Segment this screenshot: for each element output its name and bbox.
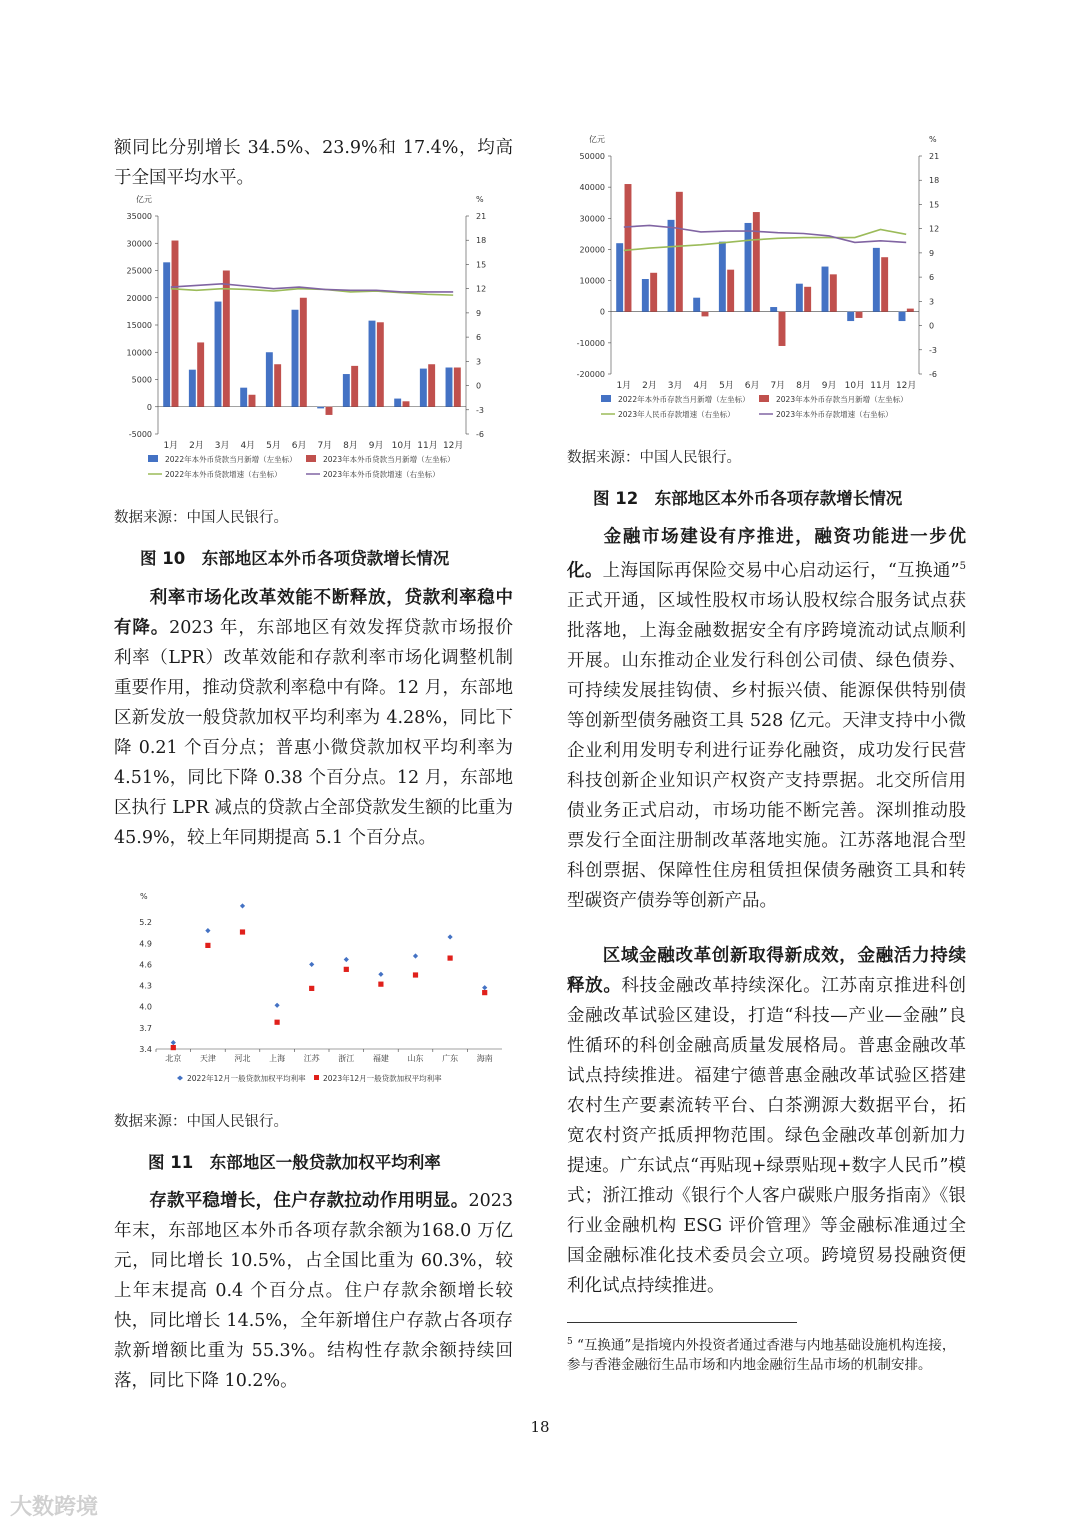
x-tick-label: 10月 [844,381,866,391]
x-tick-label: 8月 [796,381,811,391]
bar-series-1-3月 [223,271,230,407]
y-tick-label: 4.3 [139,981,152,991]
y2-tick-label: 6 [476,333,482,343]
y-tick-label: 15000 [126,321,152,330]
x-tick-label: 广东 [442,1054,459,1063]
x-tick-label: 江苏 [303,1054,320,1063]
left-column [114,133,513,193]
bar-series-1-10月 [856,312,863,318]
y-tick-label: 0 [599,307,605,317]
legend-label-1: 2023年12月一般贷款加权平均利率 [323,1074,442,1083]
y2-tick-label: 6 [929,273,935,283]
legend-label-2: 2023年人民币存款增速（右坐标） [618,410,735,419]
bar-series-0-3月 [215,302,222,407]
x-tick-label: 7月 [770,381,786,391]
y2-tick-label: 3 [929,297,935,307]
bar-series-1-10月 [403,401,410,406]
y2-tick-label: -6 [476,430,484,439]
x-tick-label: 2月 [189,441,204,451]
y-tick-label: 4.6 [139,960,152,970]
y2-tick-label: 12 [929,224,940,234]
bar-series-0-2月 [189,370,196,407]
y2-tick-label: 18 [929,176,940,186]
page-number: 18 [530,1418,550,1436]
p3-text: 2023 年末，东部地区本外币各项存款余额为168.0 万亿元，同比增长 10.5%，占全国比重为 60.3%，较上年末提高 0.4 个百分点。住户存款余额增长较快，同比增长 14.5%，全年新增住户存款占各项存款新增额比重为 55.3%。结构性存款余额持续回落，同比下降 10.2%。 [114,1191,513,1391]
legend-label-3: 2023年本外币存款增速（右坐标） [776,410,893,419]
point-2023-北京 [171,1045,176,1050]
watermark-logo: 大数跨境 [10,1495,99,1520]
point-2023-江苏 [309,986,314,991]
y-unit-right: % [929,135,937,144]
point-2023-山东 [413,972,418,977]
p3-bold: 存款平稳增长，住户存款拉动作用明显。 [149,1191,469,1211]
p2-text: 2023 年，东部地区有效发挥贷款市场报价利率（LPR）改革效能和存款利率市场化调整机制重要作用，推动贷款利率稳中有降。12 月，东部地区新发放一般贷款加权平均利率为 4.28%，同比下降 0.21 个百分点；普惠小微贷款加权平均利率为 4.51%，同比下降 0.38 个百分点。12 月，东部地区执行 LPR 减点的贷款占全部贷款发生额的比重为 45.9%，较上年同期提高 5.1 个百分点。 [114,618,513,848]
y2-tick-label: 0 [929,321,935,331]
bar-series-1-5月 [274,364,281,407]
legend-label-3: 2023年本外币贷款增速（右坐标） [323,470,440,479]
right-paragraph-1-wrap [567,522,966,916]
bar-series-0-10月 [847,312,854,321]
bar-series-1-7月 [326,407,333,415]
y2-tick-label: -3 [476,405,484,415]
y-tick-label: 20000 [579,245,605,255]
footnote [567,1333,966,1375]
chart-loans-growth [114,190,514,496]
x-tick-label: 2月 [642,381,657,391]
bar-series-1-2月 [197,342,204,406]
y-tick-label: 5000 [131,375,152,385]
x-tick-label: 河北 [234,1054,251,1063]
legend-swatch-0 [601,395,611,402]
x-tick-label: 9月 [821,381,837,391]
x-tick-label: 4月 [693,381,709,391]
x-tick-label: 山东 [407,1054,424,1063]
bar-series-0-12月 [446,368,453,407]
y-tick-label: 30000 [579,214,605,224]
point-2022-浙江 [344,957,349,962]
point-2022-北京 [171,1040,176,1045]
bar-series-0-5月 [719,242,726,312]
bar-series-0-11月 [873,248,880,312]
y-unit: % [140,892,148,901]
y-tick-label: 5.2 [139,918,152,928]
p2-bold: 利率市场化改革效能不断释放，贷款利率稳中有降。 [114,588,513,638]
paragraph-deposits [114,1186,513,1396]
rp2-bold: 区域金融改革创新取得新成效，金融活力持续释放。 [567,946,966,996]
footnote-ref: 5 [959,561,966,572]
bar-series-0-9月 [369,321,376,407]
point-2022-上海 [275,1003,280,1008]
y-tick-label: 3.7 [139,1023,152,1033]
x-tick-label: 4月 [240,441,256,451]
y2-tick-label: 12 [476,284,487,294]
y2-tick-label: -3 [929,345,937,355]
bar-series-0-8月 [343,374,350,407]
x-tick-label: 12月 [442,441,464,451]
point-2022-福建 [378,972,383,977]
paragraph-reform [567,941,966,1301]
point-2022-山东 [413,953,418,958]
bar-series-0-4月 [240,388,247,407]
x-tick-label: 1月 [163,441,179,451]
fig11-source: 数据来源：中国人民银行。 [114,1114,288,1130]
bar-series-0-6月 [292,310,299,407]
bar-series-1-6月 [753,212,760,312]
bar-series-1-8月 [351,366,358,407]
point-2023-天津 [205,943,210,948]
y-tick-label: 20000 [126,293,152,303]
x-tick-label: 12月 [895,381,917,391]
bar-series-1-3月 [676,192,683,312]
y2-tick-label: 3 [476,357,482,367]
bar-series-1-7月 [779,312,786,346]
bar-series-1-11月 [881,257,888,312]
left-paragraph-3-wrap [114,1186,513,1396]
chart-loan-rates [114,887,514,1092]
fig12-caption: 图 12 东部地区本外币各项存款增长情况 [593,489,903,508]
bar-series-1-4月 [702,312,709,317]
bar-series-1-12月 [454,368,461,407]
x-tick-label: 11月 [870,381,891,391]
legend-label-0: 2022年12月一般贷款加权平均利率 [187,1074,306,1083]
y2-tick-label: 0 [476,381,482,391]
point-2023-广东 [448,955,453,960]
bar-series-0-10月 [394,399,401,407]
fig12-source: 数据来源：中国人民银行。 [567,450,741,466]
point-2023-河北 [240,929,245,934]
bar-series-0-2月 [642,279,649,312]
bar-series-0-4月 [693,298,700,312]
bar-series-0-5月 [266,352,273,407]
legend-label-1: 2023年本外币存款当月新增（左坐标） [776,395,908,404]
legend-label-0: 2022年本外币贷款当月新增（左坐标） [165,455,297,464]
y-tick-label: 0 [146,402,152,412]
fig10-source: 数据来源：中国人民银行。 [114,510,288,526]
x-tick-label: 7月 [317,441,333,451]
rp1-text-b: 正式开通，区域性股权市场认股权综合服务试点获批落地，上海金融数据安全有序跨境流动试点顺利开展。山东推动企业发行科创公司债、绿色债券、可持续发展挂钩债、乡村振兴债、能源保供特别债等创新型债务融资工具 528 亿元。天津支持中小微企业利用发明专利进行证券化融资，成功发行民营科技创新企业知识产权资产支持票据。北交所信用债业务正式启动，市场功能不断完善。深圳推动股票发行全面注册制改革落地实施。江苏落地混合型科创票据、保障性住房租赁担保债务融资工具和转型碳资产债券等创新产品。 [567,590,966,911]
y-tick-label: 10000 [126,348,152,358]
paragraph-intro: 额同比分别增长 34.5%、23.9%和 17.4%，均高于全国平均水平。 [114,138,513,188]
bar-series-1-9月 [830,274,837,311]
x-tick-label: 上海 [269,1054,286,1063]
rp2-text: 科技金融改革持续深化。江苏南京推进科创金融改革试验区建设，打造“科技—产业—金融”良性循环的科创金融高质量发展格局。普惠金融改革试点持续推进。福建宁德普惠金融改革试验区搭建农村生产要素流转平台、白茶溯源大数据平台，拓宽农村资产抵质押物范围。绿色金融改革创新加力提速。广东试点“再贴现+绿票贴现+数字人民币”模式；浙江推动《银行个人客户碳账户服务指南》《银行业金融机构 ESG 评价管理》等金融标准通过全国金融标准化技术委员会立项。跨境贸易投融资便利化试点持续推进。 [567,976,966,1296]
x-tick-label: 6月 [291,441,307,451]
x-tick-label: 3月 [667,381,683,391]
paragraph-interest-rate [114,583,513,853]
legend-swatch-1 [314,1075,319,1080]
bar-series-0-3月 [668,220,675,312]
y-unit-right: % [476,195,484,204]
y2-tick-label: 15 [476,260,487,270]
bar-series-0-7月 [317,407,324,409]
point-2023-浙江 [344,967,349,972]
chart-deposits-growth [567,128,967,434]
bar-series-0-12月 [899,312,906,321]
fig10-caption: 图 10 东部地区本外币各项贷款增长情况 [140,549,450,568]
legend-swatch-0 [148,455,158,462]
bar-series-0-1月 [616,243,623,312]
rp1-bold: 金融市场建设有序推进，融资功能进一步优化。 [567,527,966,581]
x-tick-label: 8月 [343,441,358,451]
point-2023-福建 [378,982,383,987]
legend-swatch-1 [306,455,316,462]
point-2023-海南 [482,990,487,995]
line-series-3 [171,284,453,292]
y-tick-label: 3.4 [139,1045,152,1054]
legend-label-1: 2023年本外币贷款当月新增（左坐标） [323,455,455,464]
right-paragraph-2-wrap [567,941,966,1301]
rp1-text-a: 上海国际再保险交易中心启动运行，“互换通” [602,560,960,581]
bar-series-0-9月 [822,267,829,312]
x-tick-label: 10月 [391,441,413,451]
x-tick-label: 北京 [165,1054,182,1063]
bar-series-1-9月 [377,322,384,406]
x-tick-label: 9月 [368,441,384,451]
legend-label-2: 2022年本外币贷款增速（右坐标） [165,470,282,479]
x-tick-label: 11月 [417,441,438,451]
bar-series-1-5月 [727,270,734,312]
bar-series-0-7月 [770,307,777,312]
x-tick-label: 1月 [616,381,632,391]
y-tick-label: 35000 [126,212,152,221]
footnote-number: 5 [567,1337,573,1347]
bar-series-1-1月 [172,241,179,407]
y-tick-label: 25000 [126,266,152,276]
y-unit-left: 亿元 [589,135,605,144]
x-tick-label: 6月 [744,381,760,391]
footnote-divider [567,1322,797,1323]
point-2022-海南 [482,985,487,990]
y2-tick-label: 15 [929,200,940,210]
point-2022-河北 [240,903,245,908]
y2-tick-label: 18 [476,236,487,246]
bar-series-1-8月 [804,287,811,312]
point-2022-天津 [205,928,210,933]
bar-series-1-2月 [650,273,657,312]
fig11-caption: 图 11 东部地区一般贷款加权平均利率 [148,1153,441,1172]
point-2022-江苏 [309,962,314,967]
y2-tick-label: 9 [476,308,482,318]
bar-series-0-8月 [796,284,803,312]
point-2022-广东 [448,934,453,939]
bar-series-1-4月 [249,395,256,407]
point-2023-上海 [275,1020,280,1025]
x-tick-label: 天津 [199,1054,216,1063]
y-tick-label: 10000 [579,276,605,286]
bar-series-0-11月 [420,369,427,407]
y2-tick-label: -6 [929,370,937,379]
y-tick-label: -20000 [576,370,605,379]
y2-tick-label: 21 [476,212,487,221]
bar-series-0-6月 [745,223,752,312]
paragraph-financial-market [567,522,966,916]
y-unit-left: 亿元 [136,195,152,204]
x-tick-label: 浙江 [338,1054,355,1063]
x-tick-label: 海南 [476,1054,493,1063]
y-tick-label: -10000 [576,338,605,348]
y2-tick-label: 21 [929,152,940,161]
x-tick-label: 福建 [372,1054,389,1063]
y-tick-label: -5000 [128,430,152,439]
legend-swatch-0 [177,1076,183,1081]
legend-label-0: 2022年本外币存款当月新增（左坐标） [618,395,750,404]
y-tick-label: 50000 [579,152,605,161]
x-tick-label: 5月 [266,441,281,451]
bar-series-1-6月 [300,298,307,407]
y-tick-label: 4.9 [139,939,152,949]
bar-series-0-1月 [163,262,170,406]
x-tick-label: 5月 [719,381,734,391]
y-tick-label: 30000 [126,239,152,249]
bar-series-1-1月 [625,184,632,312]
legend-swatch-1 [759,395,769,402]
left-paragraph-2-wrap [114,583,513,853]
x-tick-label: 3月 [214,441,230,451]
y2-tick-label: 9 [929,248,935,258]
bar-series-1-12月 [907,309,914,312]
footnote-text: “互换通”是指境内外投资者通过香港与内地基础设施机构连接，参与香港金融衍生品市场和内地金融衍生品市场的机制安排。 [567,1337,956,1373]
y-tick-label: 40000 [579,183,605,193]
y-tick-label: 4.0 [139,1002,152,1012]
bar-series-1-11月 [428,364,435,407]
